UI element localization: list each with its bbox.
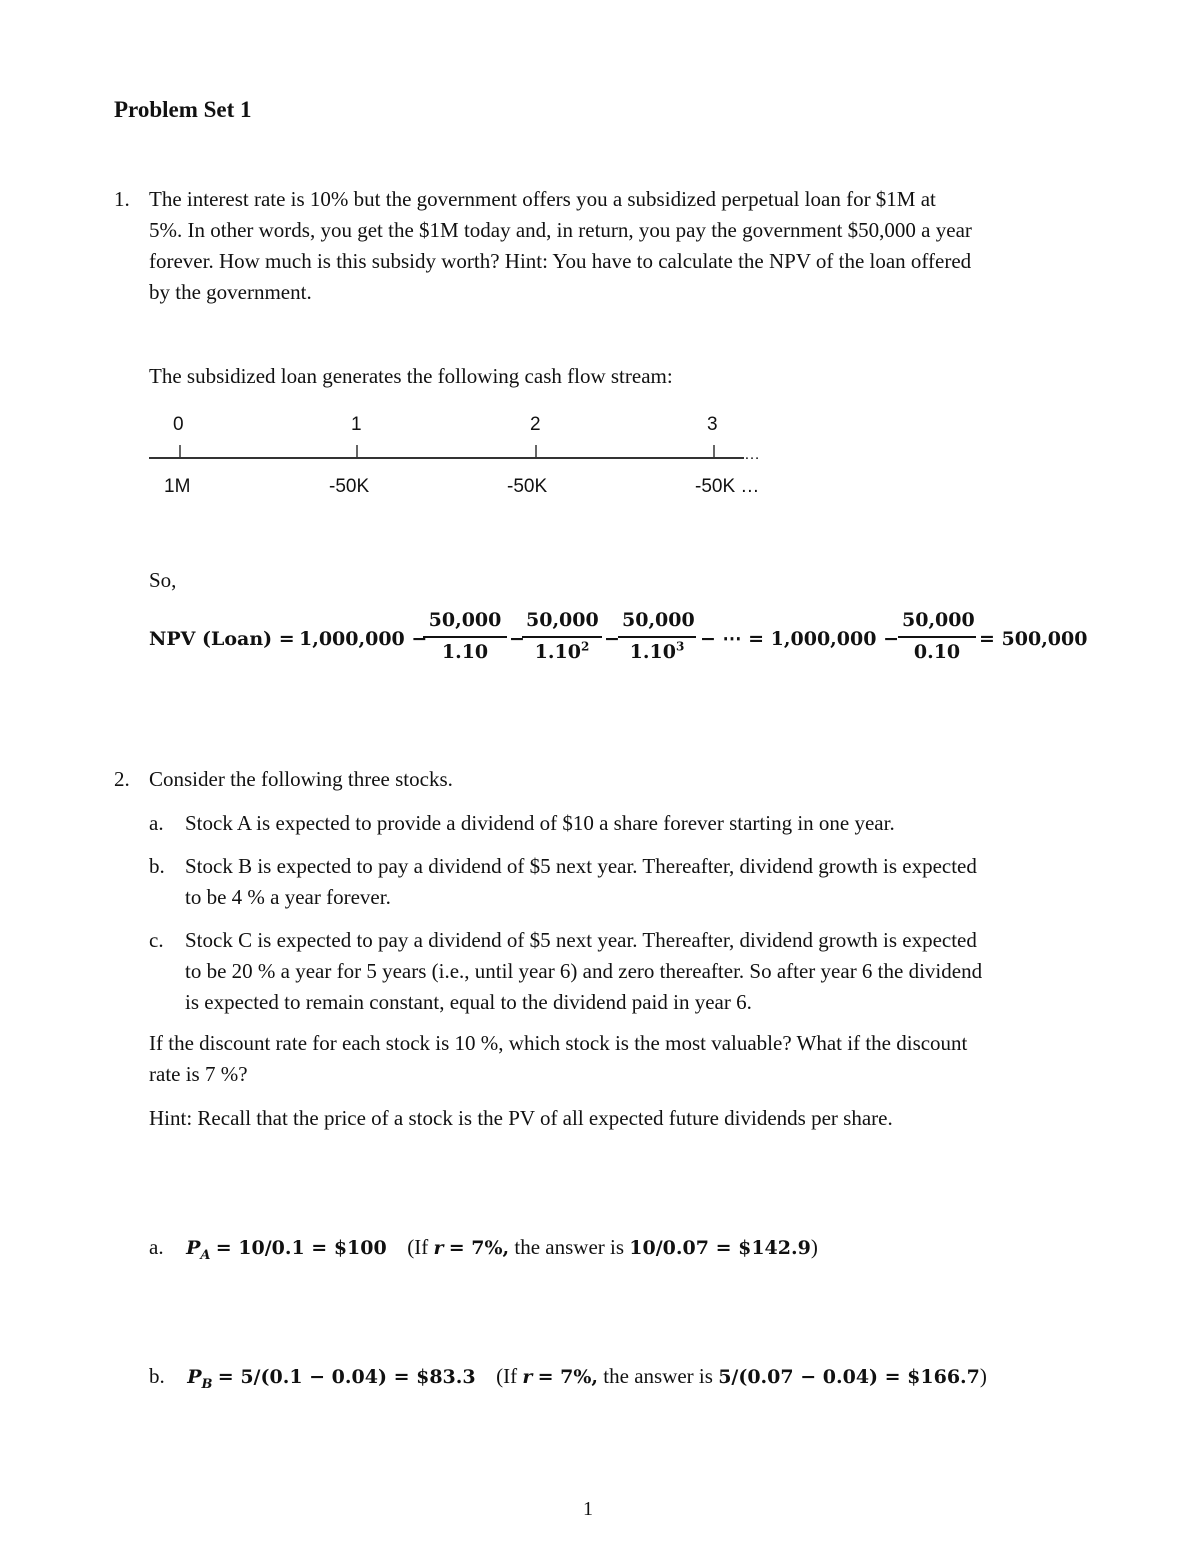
timeline-period: 1: [351, 414, 362, 435]
question-2-intro: Consider the following three stocks.: [149, 767, 453, 791]
fraction-numerator: 50,000: [898, 606, 976, 638]
equation-fraction: [618, 606, 696, 666]
timeline-cash-flow: -50K …: [695, 476, 760, 497]
answer-alt-expression: 10/0.07 = $142.9: [629, 1237, 811, 1259]
so-label: So,: [149, 568, 177, 592]
timeline-cash-flow: -50K: [329, 476, 370, 497]
page-number: 1: [583, 1498, 593, 1520]
question-2-hint: Hint: Recall that the price of a stock is the PV of all expected future dividends per share.: [149, 1106, 893, 1130]
answer-text: the answer is: [603, 1364, 713, 1388]
answer-price-symbol: $P_A$: [186, 1237, 211, 1263]
list-item-line: is expected to remain constant, equal to the dividend paid in year 6.: [185, 990, 752, 1014]
question-1-number: 1.: [114, 187, 130, 211]
timeline-axis: [140, 405, 790, 505]
page-title: Problem Set 1: [114, 97, 252, 122]
answer-price-symbol: $P_B$: [187, 1366, 213, 1392]
question-1-line: 5%. In other words, you get the $1M today and, in return, you pay the government $50,000 a year: [149, 218, 972, 242]
equation-fraction: [522, 606, 602, 666]
list-item-line: Stock A is expected to provide a dividend of $10 a share forever starting in one year.: [185, 811, 895, 835]
question-1-line: forever. How much is this subsidy worth? Hint: You have to calculate the NPV of the loan offered: [149, 249, 972, 273]
list-item: [149, 925, 1089, 1021]
timeline-continuation: …: [744, 446, 760, 463]
list-item: [149, 808, 1089, 842]
fraction-denominator: 1.10: [441, 641, 489, 663]
fraction-denominator: 1.10$^2$: [534, 639, 590, 663]
equation-lhs: NPV (Loan) =: [149, 628, 295, 650]
answer-text: the answer is: [514, 1235, 625, 1259]
list-item-line: Stock B is expected to pay a dividend of $5 next year. Thereafter, dividend growth is expected: [185, 854, 977, 878]
cash-flow-timeline: [140, 405, 790, 505]
timeline-period: 0: [173, 414, 184, 435]
timeline-period: 2: [530, 414, 541, 435]
timeline-cash-flow: -50K: [507, 476, 548, 497]
question-line: If the discount rate for each stock is 10 %, which stock is the most valuable? What if the discount: [149, 1031, 968, 1055]
list-item: [149, 851, 1089, 915]
question-1-text: [149, 184, 1069, 308]
list-item-label: b.: [149, 854, 165, 878]
cash-flow-intro: The subsidized loan generates the following cash flow stream:: [149, 364, 673, 388]
equation-fraction: [423, 606, 507, 666]
question-line: rate is 7 %?: [149, 1062, 248, 1086]
fraction-denominator: 0.10: [913, 641, 961, 663]
fraction-denominator: 1.10$^3$: [629, 639, 685, 663]
timeline-period: 3: [707, 414, 718, 435]
equation-result: = 500,000: [979, 628, 1088, 650]
fraction-numerator: 50,000: [522, 606, 602, 638]
equation-minus: −: [509, 628, 525, 650]
equation-term: 1,000,000 −: [299, 628, 428, 650]
list-item-line: to be 20 % a year for 5 years (i.e., until year 6) and zero thereafter. So after year 6 the dividend: [185, 959, 983, 983]
answer-rate: = 7%,: [448, 1237, 510, 1259]
npv-equation: [149, 602, 1109, 682]
answer-a: [149, 1232, 1109, 1271]
equation-minus: −: [604, 628, 620, 650]
answer-rate: = 7%,: [537, 1366, 599, 1388]
answer-rate-symbol: r: [522, 1366, 533, 1388]
answer-alt-expression: 5/(0.07 − 0.04) = $166.7: [718, 1366, 980, 1388]
timeline-cash-flow: 1M: [164, 476, 191, 497]
stock-list: [149, 808, 1089, 1021]
answer-expression: = 5/(0.1 − 0.04) = $83.3: [217, 1366, 476, 1388]
question-1-line: The interest rate is 10% but the government offers you a subsidized perpetual loan for $1M at: [149, 187, 936, 211]
answer-expression: = 10/0.1 = $100: [215, 1237, 387, 1259]
list-item-label: c.: [149, 928, 164, 952]
answer-b: [149, 1361, 1109, 1400]
answer-label: b.: [149, 1364, 165, 1388]
answer-label: a.: [149, 1235, 164, 1259]
answer-paren-open: (If: [407, 1235, 429, 1259]
equation-perpetuity-fraction: [898, 606, 976, 666]
question-1-line: by the government.: [149, 280, 312, 304]
answer-paren-open: (If: [496, 1364, 518, 1388]
question-2-number: 2.: [114, 767, 130, 791]
question-2-question: [149, 1028, 1069, 1090]
answer-rate-symbol: r: [433, 1237, 444, 1259]
equation-tail: − ⋯ = 1,000,000 −: [700, 628, 899, 650]
fraction-numerator: 50,000: [423, 606, 507, 638]
list-item-label: a.: [149, 811, 164, 835]
fraction-numerator: 50,000: [618, 606, 696, 638]
answer-paren-close: ): [810, 1235, 818, 1259]
list-item-line: to be 4 % a year forever.: [185, 885, 391, 909]
answer-paren-close: ): [979, 1364, 987, 1388]
list-item-line: Stock C is expected to pay a dividend of $5 next year. Thereafter, dividend growth is expected: [185, 928, 977, 952]
